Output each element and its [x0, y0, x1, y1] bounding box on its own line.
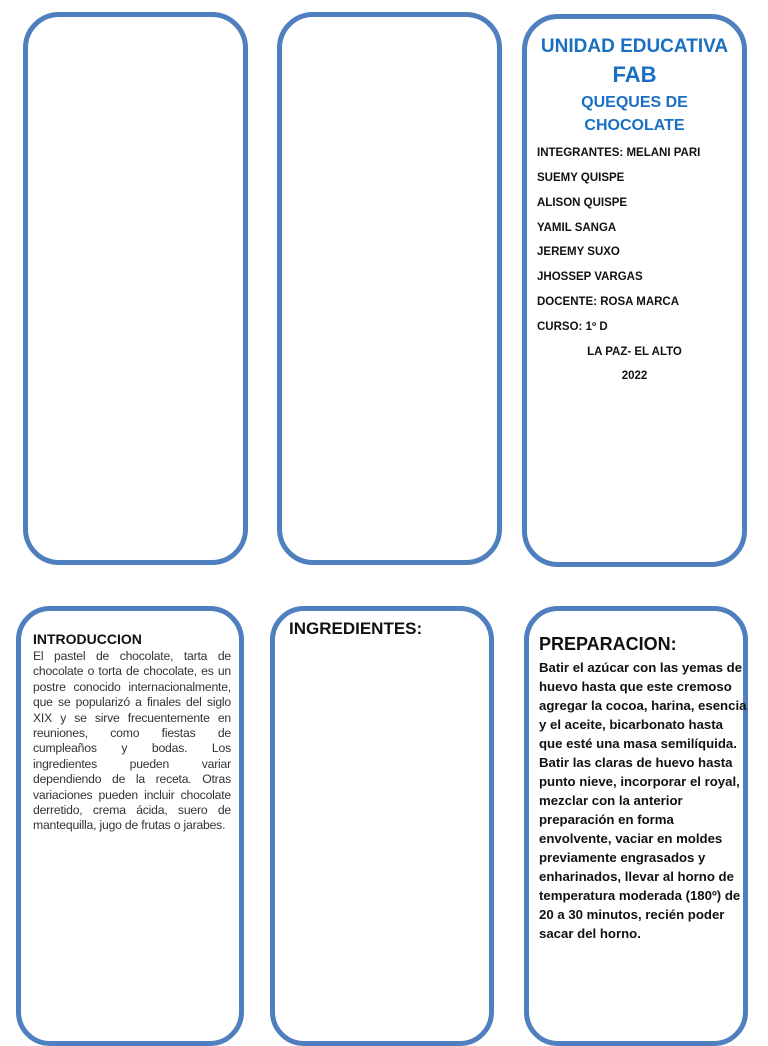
location: LA PAZ- EL ALTO: [587, 346, 682, 358]
year: 2022: [621, 370, 648, 382]
member-line: ALISON QUISPE: [537, 197, 628, 209]
introduction-title: INTRODUCCION: [33, 631, 142, 647]
title-line-2: CHOCOLATE: [584, 117, 685, 134]
title-line-1: QUEQUES DE: [581, 94, 688, 111]
teacher-line: DOCENTE: ROSA MARCA: [537, 296, 680, 308]
ingredients-panel: [270, 606, 494, 1046]
preparation-paragraph-1: Batir el azúcar con las yemas de huevo hasta que este cremoso agregar la cocoa, harina, esencia y el aceite, bicarbonato hasta que esté una masa semilíquida.: [539, 660, 747, 751]
ingredients-title: INGREDIENTES:: [289, 619, 423, 638]
blank-panel-1: [23, 12, 248, 565]
course-line: CURSO: 1º D: [537, 321, 608, 333]
school-short-name: FAB: [612, 62, 657, 87]
member-line: SUEMY QUISPE: [537, 172, 625, 184]
member-line: JEREMY SUXO: [537, 246, 620, 258]
member-line: INTEGRANTES: MELANI PARI: [537, 147, 701, 159]
preparation-panel: [524, 606, 748, 1046]
preparation-text: [539, 658, 749, 943]
blank-panel-2: [277, 12, 502, 565]
member-line: JHOSSEP VARGAS: [537, 271, 643, 283]
introduction-text: El pastel de chocolate, tarta de chocolate o torta de chocolate, es un postre conocido internacionalmente, que se popularizó a finales del siglo XIX y se sirve frecuentemente en reuniones, como fiestas de cumpleaños y bodas. Los ingredientes pueden variar dependiendo de la receta. Otras variaciones pueden incluir chocolate derretido, crema ácida, suero de mantequilla, jugo de frutas o jarabes.: [33, 649, 231, 833]
brochure-title: [527, 91, 742, 137]
preparation-paragraph-2: Batir las claras de huevo hasta punto nieve, incorporar el royal, mezclar con la anterior preparación en forma envolvente, vaciar en moldes previamente engrasados y enharinados, llevar al horno de temperatura moderada (180º) de 20 a 30 minutos, recién poder sacar del horno.: [539, 755, 741, 941]
school-name: UNIDAD EDUCATIVA: [540, 36, 729, 57]
preparation-title: PREPARACION:: [539, 634, 677, 654]
member-line: YAMIL SANGA: [537, 222, 617, 234]
cover-panel: [522, 14, 747, 567]
introduction-panel: [16, 606, 244, 1046]
